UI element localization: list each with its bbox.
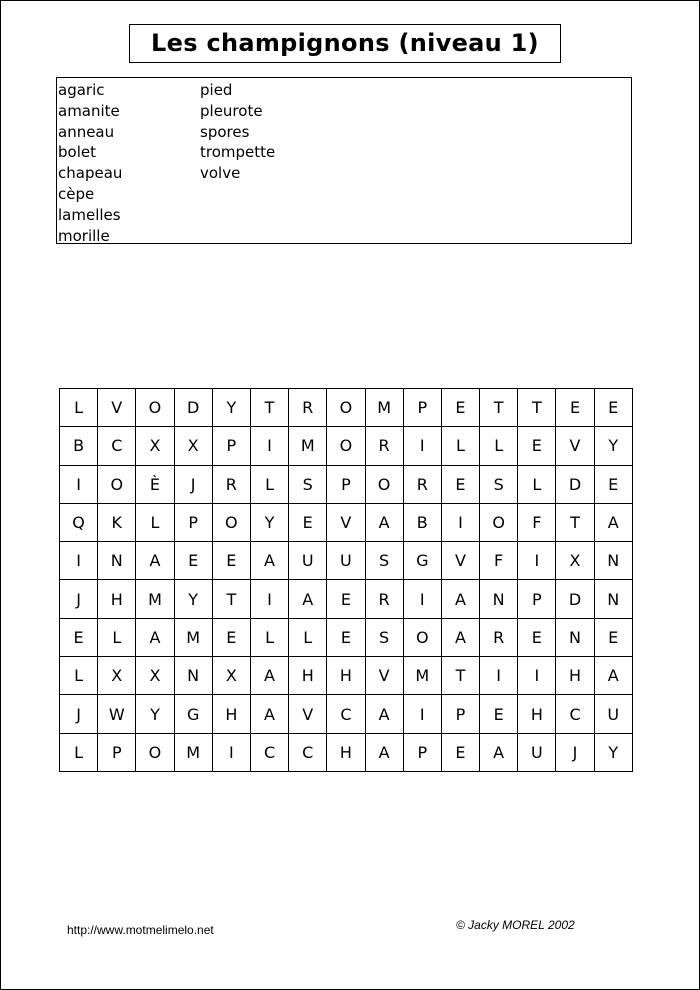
grid-cell[interactable]: N	[594, 542, 632, 580]
grid-cell[interactable]: C	[556, 695, 594, 733]
grid-cell[interactable]: N	[556, 618, 594, 656]
grid-cell[interactable]: S	[365, 618, 403, 656]
grid-cell[interactable]: X	[212, 657, 250, 695]
grid-cell[interactable]: L	[480, 427, 518, 465]
grid-cell[interactable]: A	[441, 618, 479, 656]
grid-cell[interactable]: E	[212, 542, 250, 580]
grid-cell[interactable]: G	[174, 695, 212, 733]
grid-cell[interactable]: M	[136, 580, 174, 618]
grid-cell[interactable]: R	[212, 465, 250, 503]
grid-cell[interactable]: D	[174, 389, 212, 427]
grid-cell[interactable]: A	[441, 580, 479, 618]
grid-cell[interactable]: F	[518, 503, 556, 541]
word-list-item: trompette	[200, 143, 276, 162]
grid-cell[interactable]: S	[289, 465, 327, 503]
grid-cell[interactable]: V	[441, 542, 479, 580]
grid-cell[interactable]: Q	[60, 503, 98, 541]
grid-cell[interactable]: U	[594, 695, 632, 733]
grid-row	[60, 389, 633, 427]
word-list-item: amanite	[58, 101, 120, 120]
grid-cell[interactable]: I	[480, 657, 518, 695]
grid-cell[interactable]: A	[365, 733, 403, 771]
grid-cell[interactable]: È	[136, 465, 174, 503]
grid-cell[interactable]: A	[250, 657, 288, 695]
grid-cell[interactable]: O	[98, 465, 136, 503]
grid-cell[interactable]: M	[174, 733, 212, 771]
grid-cell[interactable]: X	[136, 427, 174, 465]
grid-cell[interactable]: A	[250, 542, 288, 580]
grid-cell[interactable]: P	[403, 733, 441, 771]
grid-cell[interactable]: J	[174, 465, 212, 503]
grid-cell[interactable]: H	[518, 695, 556, 733]
grid-cell[interactable]: Y	[594, 427, 632, 465]
grid-cell[interactable]: Y	[136, 695, 174, 733]
grid-row	[60, 695, 633, 733]
footer-copyright: © Jacky MOREL 2002	[456, 918, 575, 932]
grid-cell[interactable]: R	[365, 580, 403, 618]
grid-cell[interactable]: X	[98, 657, 136, 695]
grid-cell[interactable]: L	[518, 465, 556, 503]
grid-cell[interactable]: E	[594, 465, 632, 503]
grid-cell[interactable]: E	[60, 618, 98, 656]
grid-cell[interactable]: R	[480, 618, 518, 656]
grid-cell[interactable]: T	[518, 389, 556, 427]
grid-cell[interactable]: A	[594, 503, 632, 541]
grid-cell[interactable]: H	[98, 580, 136, 618]
grid-cell[interactable]: H	[212, 695, 250, 733]
grid-cell[interactable]: B	[403, 503, 441, 541]
grid-cell[interactable]: P	[174, 503, 212, 541]
grid-cell[interactable]: L	[136, 503, 174, 541]
grid-cell[interactable]: O	[403, 618, 441, 656]
grid-cell[interactable]: X	[136, 657, 174, 695]
grid-cell[interactable]: A	[365, 695, 403, 733]
grid-cell[interactable]: K	[98, 503, 136, 541]
grid-cell[interactable]: E	[212, 618, 250, 656]
grid-cell[interactable]: B	[60, 427, 98, 465]
grid-cell[interactable]: T	[250, 389, 288, 427]
grid-cell[interactable]: H	[556, 657, 594, 695]
grid-cell[interactable]: A	[136, 542, 174, 580]
grid-cell[interactable]: R	[289, 389, 327, 427]
word-list-box	[56, 77, 632, 244]
grid-cell[interactable]: T	[441, 657, 479, 695]
grid-cell[interactable]: D	[556, 465, 594, 503]
grid-row	[60, 580, 633, 618]
grid-cell[interactable]: C	[289, 733, 327, 771]
grid-cell[interactable]: Y	[594, 733, 632, 771]
word-list-item: morille	[58, 226, 110, 245]
grid-cell[interactable]: E	[594, 618, 632, 656]
grid-cell[interactable]: I	[250, 580, 288, 618]
grid-cell[interactable]: V	[556, 427, 594, 465]
grid-cell[interactable]: I	[403, 580, 441, 618]
grid-cell[interactable]: J	[60, 580, 98, 618]
grid-cell[interactable]: N	[480, 580, 518, 618]
grid-cell[interactable]: P	[327, 465, 365, 503]
grid-cell[interactable]: H	[289, 657, 327, 695]
grid-cell[interactable]: O	[212, 503, 250, 541]
grid-cell[interactable]: I	[518, 542, 556, 580]
word-list-column-1	[58, 80, 122, 246]
grid-cell[interactable]: V	[365, 657, 403, 695]
grid-cell[interactable]: I	[441, 503, 479, 541]
grid-cell[interactable]: D	[556, 580, 594, 618]
grid-row	[60, 465, 633, 503]
grid-cell[interactable]: I	[212, 733, 250, 771]
grid-cell[interactable]: N	[98, 542, 136, 580]
grid-cell[interactable]: P	[441, 695, 479, 733]
grid-cell[interactable]: T	[480, 389, 518, 427]
grid-cell[interactable]: O	[327, 389, 365, 427]
word-list-item: bolet	[58, 143, 96, 162]
grid-cell[interactable]: J	[556, 733, 594, 771]
grid-cell[interactable]: O	[480, 503, 518, 541]
grid-cell[interactable]: E	[441, 389, 479, 427]
word-list-item: pleurote	[200, 101, 263, 120]
grid-cell[interactable]: L	[60, 389, 98, 427]
grid-cell[interactable]: E	[174, 542, 212, 580]
word-list-item: spores	[200, 122, 250, 141]
grid-cell[interactable]: O	[327, 427, 365, 465]
word-list-item: pied	[200, 81, 233, 99]
grid-cell[interactable]: A	[136, 618, 174, 656]
grid-cell[interactable]: E	[327, 580, 365, 618]
grid-cell[interactable]: E	[441, 733, 479, 771]
grid-cell[interactable]: U	[327, 542, 365, 580]
grid-cell[interactable]: A	[480, 733, 518, 771]
grid-cell[interactable]: L	[60, 657, 98, 695]
grid-cell[interactable]: V	[327, 503, 365, 541]
grid-cell[interactable]: A	[289, 580, 327, 618]
grid-cell[interactable]: P	[518, 580, 556, 618]
grid-cell[interactable]: T	[212, 580, 250, 618]
grid-cell[interactable]: O	[136, 389, 174, 427]
grid-cell[interactable]: L	[60, 733, 98, 771]
grid-cell[interactable]: I	[403, 695, 441, 733]
grid-row	[60, 657, 633, 695]
grid-cell[interactable]: U	[289, 542, 327, 580]
grid-cell[interactable]: E	[441, 465, 479, 503]
grid-cell[interactable]: G	[403, 542, 441, 580]
grid-row	[60, 503, 633, 541]
grid-row	[60, 618, 633, 656]
grid-cell[interactable]: Y	[212, 389, 250, 427]
grid-cell[interactable]: O	[136, 733, 174, 771]
grid-cell[interactable]: L	[250, 465, 288, 503]
grid-cell[interactable]: M	[365, 389, 403, 427]
word-list-item: chapeau	[58, 164, 123, 183]
grid-cell[interactable]: A	[594, 657, 632, 695]
grid-cell[interactable]: I	[403, 427, 441, 465]
grid-cell[interactable]: M	[403, 657, 441, 695]
grid-cell[interactable]: M	[289, 427, 327, 465]
word-list-item: cèpe	[58, 184, 95, 203]
grid-cell[interactable]: I	[250, 427, 288, 465]
grid-cell[interactable]: E	[594, 389, 632, 427]
grid-cell[interactable]: P	[98, 733, 136, 771]
grid-cell[interactable]: S	[480, 465, 518, 503]
grid-cell[interactable]: S	[365, 542, 403, 580]
grid-cell[interactable]: N	[594, 580, 632, 618]
grid-cell[interactable]: A	[250, 695, 288, 733]
grid-cell[interactable]: L	[98, 618, 136, 656]
word-list-item: agaric	[58, 81, 105, 99]
word-list-item: anneau	[58, 122, 115, 141]
grid-cell[interactable]: E	[480, 695, 518, 733]
grid-cell[interactable]: V	[98, 389, 136, 427]
grid-cell[interactable]: I	[60, 542, 98, 580]
grid-cell[interactable]: L	[289, 618, 327, 656]
grid-row	[60, 542, 633, 580]
grid-cell[interactable]: Y	[174, 580, 212, 618]
grid-cell[interactable]: E	[327, 618, 365, 656]
grid-cell[interactable]: R	[403, 465, 441, 503]
grid-cell[interactable]: X	[556, 542, 594, 580]
grid-cell[interactable]: C	[250, 733, 288, 771]
word-list-item: volve	[200, 164, 241, 183]
grid-cell[interactable]: A	[365, 503, 403, 541]
grid-cell[interactable]: U	[518, 733, 556, 771]
word-search-grid	[59, 388, 633, 772]
grid-cell[interactable]: M	[174, 618, 212, 656]
grid-cell[interactable]: E	[289, 503, 327, 541]
word-list-item: lamelles	[58, 205, 121, 224]
grid-cell[interactable]: I	[518, 657, 556, 695]
grid-cell[interactable]: O	[365, 465, 403, 503]
grid-cell[interactable]: P	[403, 389, 441, 427]
grid-cell[interactable]: V	[289, 695, 327, 733]
grid-cell[interactable]: T	[556, 503, 594, 541]
grid-cell[interactable]: N	[174, 657, 212, 695]
grid-cell[interactable]: W	[98, 695, 136, 733]
grid-row	[60, 427, 633, 465]
grid-cell[interactable]: L	[250, 618, 288, 656]
grid-cell[interactable]: L	[441, 427, 479, 465]
grid-cell[interactable]: E	[556, 389, 594, 427]
grid-cell[interactable]: C	[327, 695, 365, 733]
grid-cell[interactable]: Y	[250, 503, 288, 541]
grid-cell[interactable]: J	[60, 695, 98, 733]
page-title: Les champignons (niveau 1)	[129, 24, 561, 63]
grid-cell[interactable]: H	[327, 733, 365, 771]
grid-cell[interactable]: I	[60, 465, 98, 503]
grid-cell[interactable]: E	[518, 427, 556, 465]
grid-cell[interactable]: P	[212, 427, 250, 465]
grid-cell[interactable]: E	[518, 618, 556, 656]
grid-row	[60, 733, 633, 771]
footer-url: http://www.motmelimelo.net	[67, 923, 214, 937]
grid-cell[interactable]: X	[174, 427, 212, 465]
grid-cell[interactable]: C	[98, 427, 136, 465]
grid-cell[interactable]: H	[327, 657, 365, 695]
word-list-column-2	[200, 80, 275, 184]
grid-cell[interactable]: R	[365, 427, 403, 465]
grid-cell[interactable]: F	[480, 542, 518, 580]
